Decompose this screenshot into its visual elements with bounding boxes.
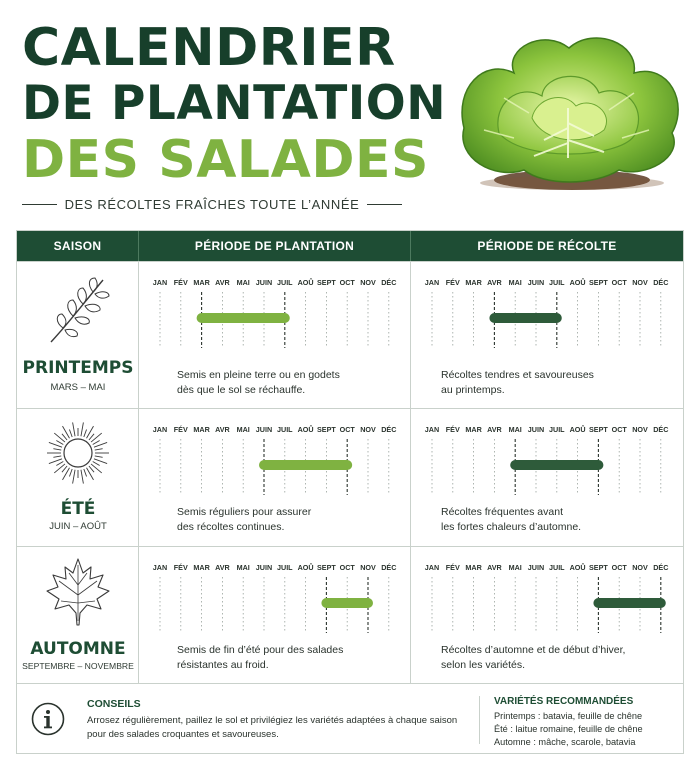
month-label: JAN [152,563,168,572]
desc-line: au printemps. [441,384,505,396]
title-line-1: CALENDRIER [22,18,396,78]
month-label: AVR [487,278,502,287]
month-label: NOV [632,563,648,572]
month-label: NOV [632,425,648,434]
harvest-description [441,368,661,398]
month-label: JUIL [277,278,293,287]
harvest-timeline [411,274,683,354]
month-label: MAR [193,425,210,434]
month-label: OCT [339,563,355,572]
harvest-cell [411,547,683,684]
planting-description [177,368,397,398]
month-label: JUIN [255,278,273,287]
planting-description [177,643,397,673]
maple-leaf-icon [43,555,113,627]
planting-timeline [139,421,411,501]
variety-item: Printemps : batavia, feuille de chêne [494,711,643,721]
month-label: OCT [339,425,355,434]
month-label: AOÛ [569,425,586,434]
month-label: FÉV [173,278,188,287]
month-label: JUIN [255,563,273,572]
herb-sprig-icon [43,274,113,346]
harvest-timeline [411,421,683,501]
desc-line: dès que le sol se réchauffe. [177,384,306,396]
planting-cell [139,262,411,408]
title-line-3: DES SALADES [22,130,429,190]
season-range: SEPTEMBRE – NOVEMBRE [22,661,134,671]
tips-text [87,714,467,742]
season-range: JUIN – AOÛT [49,521,107,532]
month-label: OCT [611,563,627,572]
month-label: MAR [465,425,482,434]
month-label: OCT [611,425,627,434]
month-label: AVR [215,278,230,287]
month-label: MAI [508,425,522,434]
month-label: DÉC [381,563,397,572]
desc-line: Récoltes d’automne et de début d’hiver, [441,644,626,656]
month-label: OCT [339,278,355,287]
desc-line: des récoltes continues. [177,521,285,533]
month-label: JAN [152,425,168,434]
month-label: JAN [424,278,440,287]
tips-line: pour des salades croquantes et savoureuses. [87,729,279,740]
desc-line: selon les variétés. [441,659,526,671]
month-label: AOÛ [297,563,314,572]
lettuce-icon [444,18,692,196]
varieties-list [494,710,643,749]
title-line-2: DE PLANTATION [22,76,447,131]
subtitle: DES RÉCOLTES FRAÎCHES TOUTE L’ANNÉE [64,196,360,212]
month-label: MAR [193,563,210,572]
month-label: AVR [215,425,230,434]
subtitle-row [22,196,402,212]
harvest-cell [411,409,683,546]
month-label: MAI [508,278,522,287]
month-label: MAI [236,278,250,287]
month-label: JAN [424,563,440,572]
header-harvest: PÉRIODE DE RÉCOLTE [477,239,617,253]
desc-line: Semis réguliers pour assurer [177,506,312,518]
footer [16,684,684,754]
table-header [17,231,683,261]
subtitle-rule-left [22,204,57,205]
sun-icon [43,419,113,491]
month-label: MAI [236,563,250,572]
month-label: MAR [465,563,482,572]
season-cell [17,262,139,408]
planting-cell [139,547,411,684]
calendar-table [16,230,684,684]
harvest-timeline [411,559,683,639]
footer-divider [479,696,480,744]
season-name: PRINTEMPS [22,358,134,378]
month-label: FÉV [445,278,460,287]
month-label: AOÛ [569,278,586,287]
month-label: DÉC [653,425,669,434]
month-label: DÉC [653,278,669,287]
month-label: JUIL [277,563,293,572]
month-label: JUIL [549,278,565,287]
desc-line: Récoltes tendres et savoureuses [441,369,594,381]
season-cell [17,547,139,684]
month-label: FÉV [445,425,460,434]
month-label: AOÛ [297,278,314,287]
month-label: OCT [611,278,627,287]
desc-line: Semis de fin d’été pour des salades [177,644,344,656]
month-label: DÉC [381,278,397,287]
month-label: FÉV [445,563,460,572]
table-row-printemps [17,261,683,408]
month-label: SEPT [589,563,608,572]
month-label: JAN [424,425,440,434]
harvest-description [441,643,661,673]
season-range: MARS – MAI [50,382,106,393]
planting-description [177,505,397,535]
month-label: AOÛ [297,425,314,434]
month-label: JUIN [255,425,273,434]
month-label: AVR [487,425,502,434]
month-label: MAI [236,425,250,434]
varieties-title: VARIÉTÉS RECOMMANDÉES [494,696,634,707]
table-row-automne [17,546,683,684]
month-label: JUIN [527,425,545,434]
month-label: SEPT [317,278,336,287]
desc-line: Semis en pleine terre ou en godets [177,369,340,381]
month-label: FÉV [173,425,188,434]
month-label: NOV [360,278,376,287]
month-label: SEPT [317,563,336,572]
variety-item: Été : laitue romaine, feuille de chêne [494,724,643,734]
month-label: JAN [152,278,168,287]
tips-title: CONSEILS [87,698,141,710]
month-label: AVR [487,563,502,572]
month-label: SEPT [589,278,608,287]
header [0,0,700,228]
month-label: SEPT [589,425,608,434]
harvest-cell [411,262,683,408]
month-label: AOÛ [569,563,586,572]
month-label: JUIN [527,563,545,572]
subtitle-rule-right [367,204,402,205]
month-label: AVR [215,563,230,572]
month-label: JUIL [549,563,565,572]
month-label: JUIL [277,425,293,434]
planting-timeline [139,559,411,639]
month-label: DÉC [381,425,397,434]
month-label: NOV [360,425,376,434]
month-label: JUIL [549,425,565,434]
month-label: MAI [508,563,522,572]
header-planting: PÉRIODE DE PLANTATION [139,231,411,261]
info-icon [31,702,65,736]
month-label: MAR [465,278,482,287]
tips-line: Arrosez régulièrement, paillez le sol et privilégiez les variétés adaptées à chaque saison [87,715,458,726]
table-row-ete [17,408,683,546]
month-label: DÉC [653,563,669,572]
planting-timeline [139,274,411,354]
month-label: FÉV [173,563,188,572]
season-name: AUTOMNE [30,639,126,659]
header-season: SAISON [17,231,139,261]
season-cell [17,409,139,546]
desc-line: Récoltes fréquentes avant [441,506,563,518]
month-label: NOV [632,278,648,287]
month-label: SEPT [317,425,336,434]
desc-line: résistantes au froid. [177,659,269,671]
planting-cell [139,409,411,546]
harvest-description [441,505,661,535]
month-label: JUIN [527,278,545,287]
month-label: NOV [360,563,376,572]
variety-item: Automne : mâche, scarole, batavia [494,737,636,747]
month-label: MAR [193,278,210,287]
desc-line: les fortes chaleurs d’automne. [441,521,582,533]
season-name: ÉTÉ [60,499,96,519]
